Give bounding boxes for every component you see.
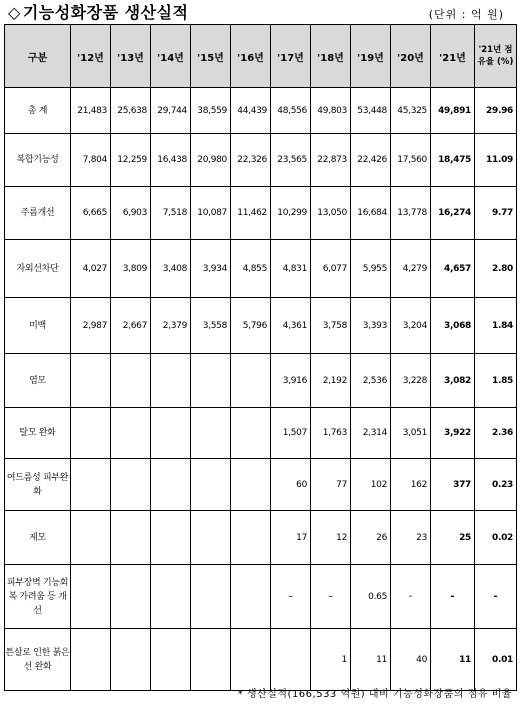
table-row	[5, 187, 517, 240]
cell-value	[231, 408, 271, 459]
cell-value: 5,796	[231, 298, 271, 354]
cell-value: 3,809	[111, 240, 151, 298]
cell-value: 1,763	[311, 408, 351, 459]
row-label: 탈모 완화	[5, 408, 71, 459]
cell-value	[231, 511, 271, 565]
cell-value: 102	[351, 459, 391, 511]
cell-value: 22,426	[351, 134, 391, 187]
cell-value: 49,803	[311, 88, 351, 134]
cell-value	[111, 459, 151, 511]
cell-value: 11	[431, 629, 475, 691]
footnote: * 생산실적(166,533 억원) 대비 기능성화장품의 점유 비율	[237, 689, 512, 700]
cell-share: 2.36	[475, 408, 517, 459]
cell-value: 2,667	[111, 298, 151, 354]
cell-value: 4,855	[231, 240, 271, 298]
header-year: '14년	[151, 25, 191, 88]
cell-value	[191, 629, 231, 691]
cell-value: 7,518	[151, 187, 191, 240]
cell-value	[191, 511, 231, 565]
cell-value: 10,299	[271, 187, 311, 240]
table-row	[5, 354, 517, 408]
cell-value: 3,228	[391, 354, 431, 408]
cell-value	[71, 629, 111, 691]
cell-share: 0.02	[475, 511, 517, 565]
row-label: 복합기능성	[5, 134, 71, 187]
row-label: 자외선차단	[5, 240, 71, 298]
cell-value: 11,462	[231, 187, 271, 240]
cell-value: -	[431, 565, 475, 629]
cell-value	[271, 629, 311, 691]
cell-value: 1,507	[271, 408, 311, 459]
cell-share: -	[475, 565, 517, 629]
table-row	[5, 565, 517, 629]
header-year: '18년	[311, 25, 351, 88]
cell-value: 60	[271, 459, 311, 511]
cell-value: 6,077	[311, 240, 351, 298]
cell-value: 4,027	[71, 240, 111, 298]
header-row	[5, 25, 517, 88]
cell-value: 4,361	[271, 298, 311, 354]
cell-value	[71, 408, 111, 459]
cell-value: 26	[351, 511, 391, 565]
cell-share: 1.84	[475, 298, 517, 354]
cell-value: 29,744	[151, 88, 191, 134]
header-year: '21년	[431, 25, 475, 88]
cell-value: 13,050	[311, 187, 351, 240]
cell-value: 13,778	[391, 187, 431, 240]
cell-value: 3,916	[271, 354, 311, 408]
cell-value: 3,558	[191, 298, 231, 354]
cell-share: 2.80	[475, 240, 517, 298]
cell-value	[151, 408, 191, 459]
cell-value: 7,804	[71, 134, 111, 187]
row-label: 여드름성 피부완화	[5, 459, 71, 511]
cell-value	[151, 459, 191, 511]
diamond-icon: ◇	[8, 3, 21, 22]
cell-value: 2,536	[351, 354, 391, 408]
cell-value: 3,068	[431, 298, 475, 354]
cell-share: 29.96	[475, 88, 517, 134]
cell-value	[111, 565, 151, 629]
cell-value	[151, 354, 191, 408]
cell-value: 4,279	[391, 240, 431, 298]
cell-value: 77	[311, 459, 351, 511]
cell-value: 1	[311, 629, 351, 691]
cell-value: 21,483	[71, 88, 111, 134]
cell-value: 3,934	[191, 240, 231, 298]
cell-value: 2,314	[351, 408, 391, 459]
cell-value: –	[271, 565, 311, 629]
cell-value: 16,274	[431, 187, 475, 240]
cell-value	[231, 354, 271, 408]
table-row	[5, 134, 517, 187]
cell-value: 5,955	[351, 240, 391, 298]
row-label: 미백	[5, 298, 71, 354]
header-year: '13년	[111, 25, 151, 88]
header-year: '12년	[71, 25, 111, 88]
cell-value: 20,980	[191, 134, 231, 187]
cell-value: 0.65	[351, 565, 391, 629]
cell-value	[111, 511, 151, 565]
cell-value: 48,556	[271, 88, 311, 134]
header-category: 구분	[5, 25, 71, 88]
cell-value: 377	[431, 459, 475, 511]
table-row	[5, 240, 517, 298]
cell-value: 6,903	[111, 187, 151, 240]
header-year: '19년	[351, 25, 391, 88]
cell-share: 9.77	[475, 187, 517, 240]
cell-value: 3,204	[391, 298, 431, 354]
cell-share: 11.09	[475, 134, 517, 187]
cell-value: 25,638	[111, 88, 151, 134]
cell-value: 49,891	[431, 88, 475, 134]
row-label: 튼살로 인한 붉은선 완화	[5, 629, 71, 691]
cell-share: 0.01	[475, 629, 517, 691]
row-label: 염모	[5, 354, 71, 408]
cell-value: 10,087	[191, 187, 231, 240]
header-year: '16년	[231, 25, 271, 88]
cell-value: 3,408	[151, 240, 191, 298]
cell-value	[231, 629, 271, 691]
cell-value	[111, 354, 151, 408]
cell-value: 25	[431, 511, 475, 565]
cell-value: 45,325	[391, 88, 431, 134]
header-share: '21년 점유율 (%)	[475, 25, 517, 88]
cell-value: 11	[351, 629, 391, 691]
table-row	[5, 408, 517, 459]
cell-value: 22,326	[231, 134, 271, 187]
table-row	[5, 459, 517, 511]
cell-value: 162	[391, 459, 431, 511]
cell-value: 16,684	[351, 187, 391, 240]
production-table	[4, 24, 517, 691]
cell-value: 2,987	[71, 298, 111, 354]
cell-value: 6,665	[71, 187, 111, 240]
table-row	[5, 511, 517, 565]
row-label: 피부장벽 기능회복 가려움 등 개선	[5, 565, 71, 629]
cell-value: –	[311, 565, 351, 629]
cell-value: 23	[391, 511, 431, 565]
cell-value: 53,448	[351, 88, 391, 134]
cell-value	[111, 629, 151, 691]
cell-share: 0.23	[475, 459, 517, 511]
cell-value: 38,559	[191, 88, 231, 134]
row-label: 주름개선	[5, 187, 71, 240]
header-year: '17년	[271, 25, 311, 88]
cell-value: 18,475	[431, 134, 475, 187]
cell-value	[71, 459, 111, 511]
cell-value: 22,873	[311, 134, 351, 187]
cell-value: 12	[311, 511, 351, 565]
cell-value	[231, 459, 271, 511]
cell-value: 3,393	[351, 298, 391, 354]
cell-value	[71, 511, 111, 565]
cell-value: 4,831	[271, 240, 311, 298]
cell-value	[151, 629, 191, 691]
table-row	[5, 298, 517, 354]
cell-value	[151, 511, 191, 565]
cell-value: 3,922	[431, 408, 475, 459]
cell-value: -	[391, 565, 431, 629]
row-label: 총 계	[5, 88, 71, 134]
title-text: 기능성화장품 생산실적	[22, 3, 189, 22]
unit-label: (단위 : 억 원)	[428, 8, 504, 21]
cell-value: 16,438	[151, 134, 191, 187]
table-row	[5, 629, 517, 691]
row-label: 제모	[5, 511, 71, 565]
cell-value: 44,439	[231, 88, 271, 134]
header-year: '20년	[391, 25, 431, 88]
header-year: '15년	[191, 25, 231, 88]
cell-value	[231, 565, 271, 629]
cell-value: 12,259	[111, 134, 151, 187]
cell-value	[191, 459, 231, 511]
cell-value: 17,560	[391, 134, 431, 187]
cell-value	[191, 354, 231, 408]
cell-value	[71, 565, 111, 629]
cell-value: 23,565	[271, 134, 311, 187]
cell-value	[151, 565, 191, 629]
cell-value: 17	[271, 511, 311, 565]
cell-value	[191, 565, 231, 629]
cell-value: 3,758	[311, 298, 351, 354]
cell-value: 4,657	[431, 240, 475, 298]
cell-value: 40	[391, 629, 431, 691]
cell-value: 2,192	[311, 354, 351, 408]
cell-value	[111, 408, 151, 459]
table-row	[5, 88, 517, 134]
cell-value: 3,051	[391, 408, 431, 459]
cell-share: 1.85	[475, 354, 517, 408]
cell-value	[71, 354, 111, 408]
cell-value	[191, 408, 231, 459]
cell-value: 3,082	[431, 354, 475, 408]
page-title	[8, 0, 188, 23]
cell-value: 2,379	[151, 298, 191, 354]
